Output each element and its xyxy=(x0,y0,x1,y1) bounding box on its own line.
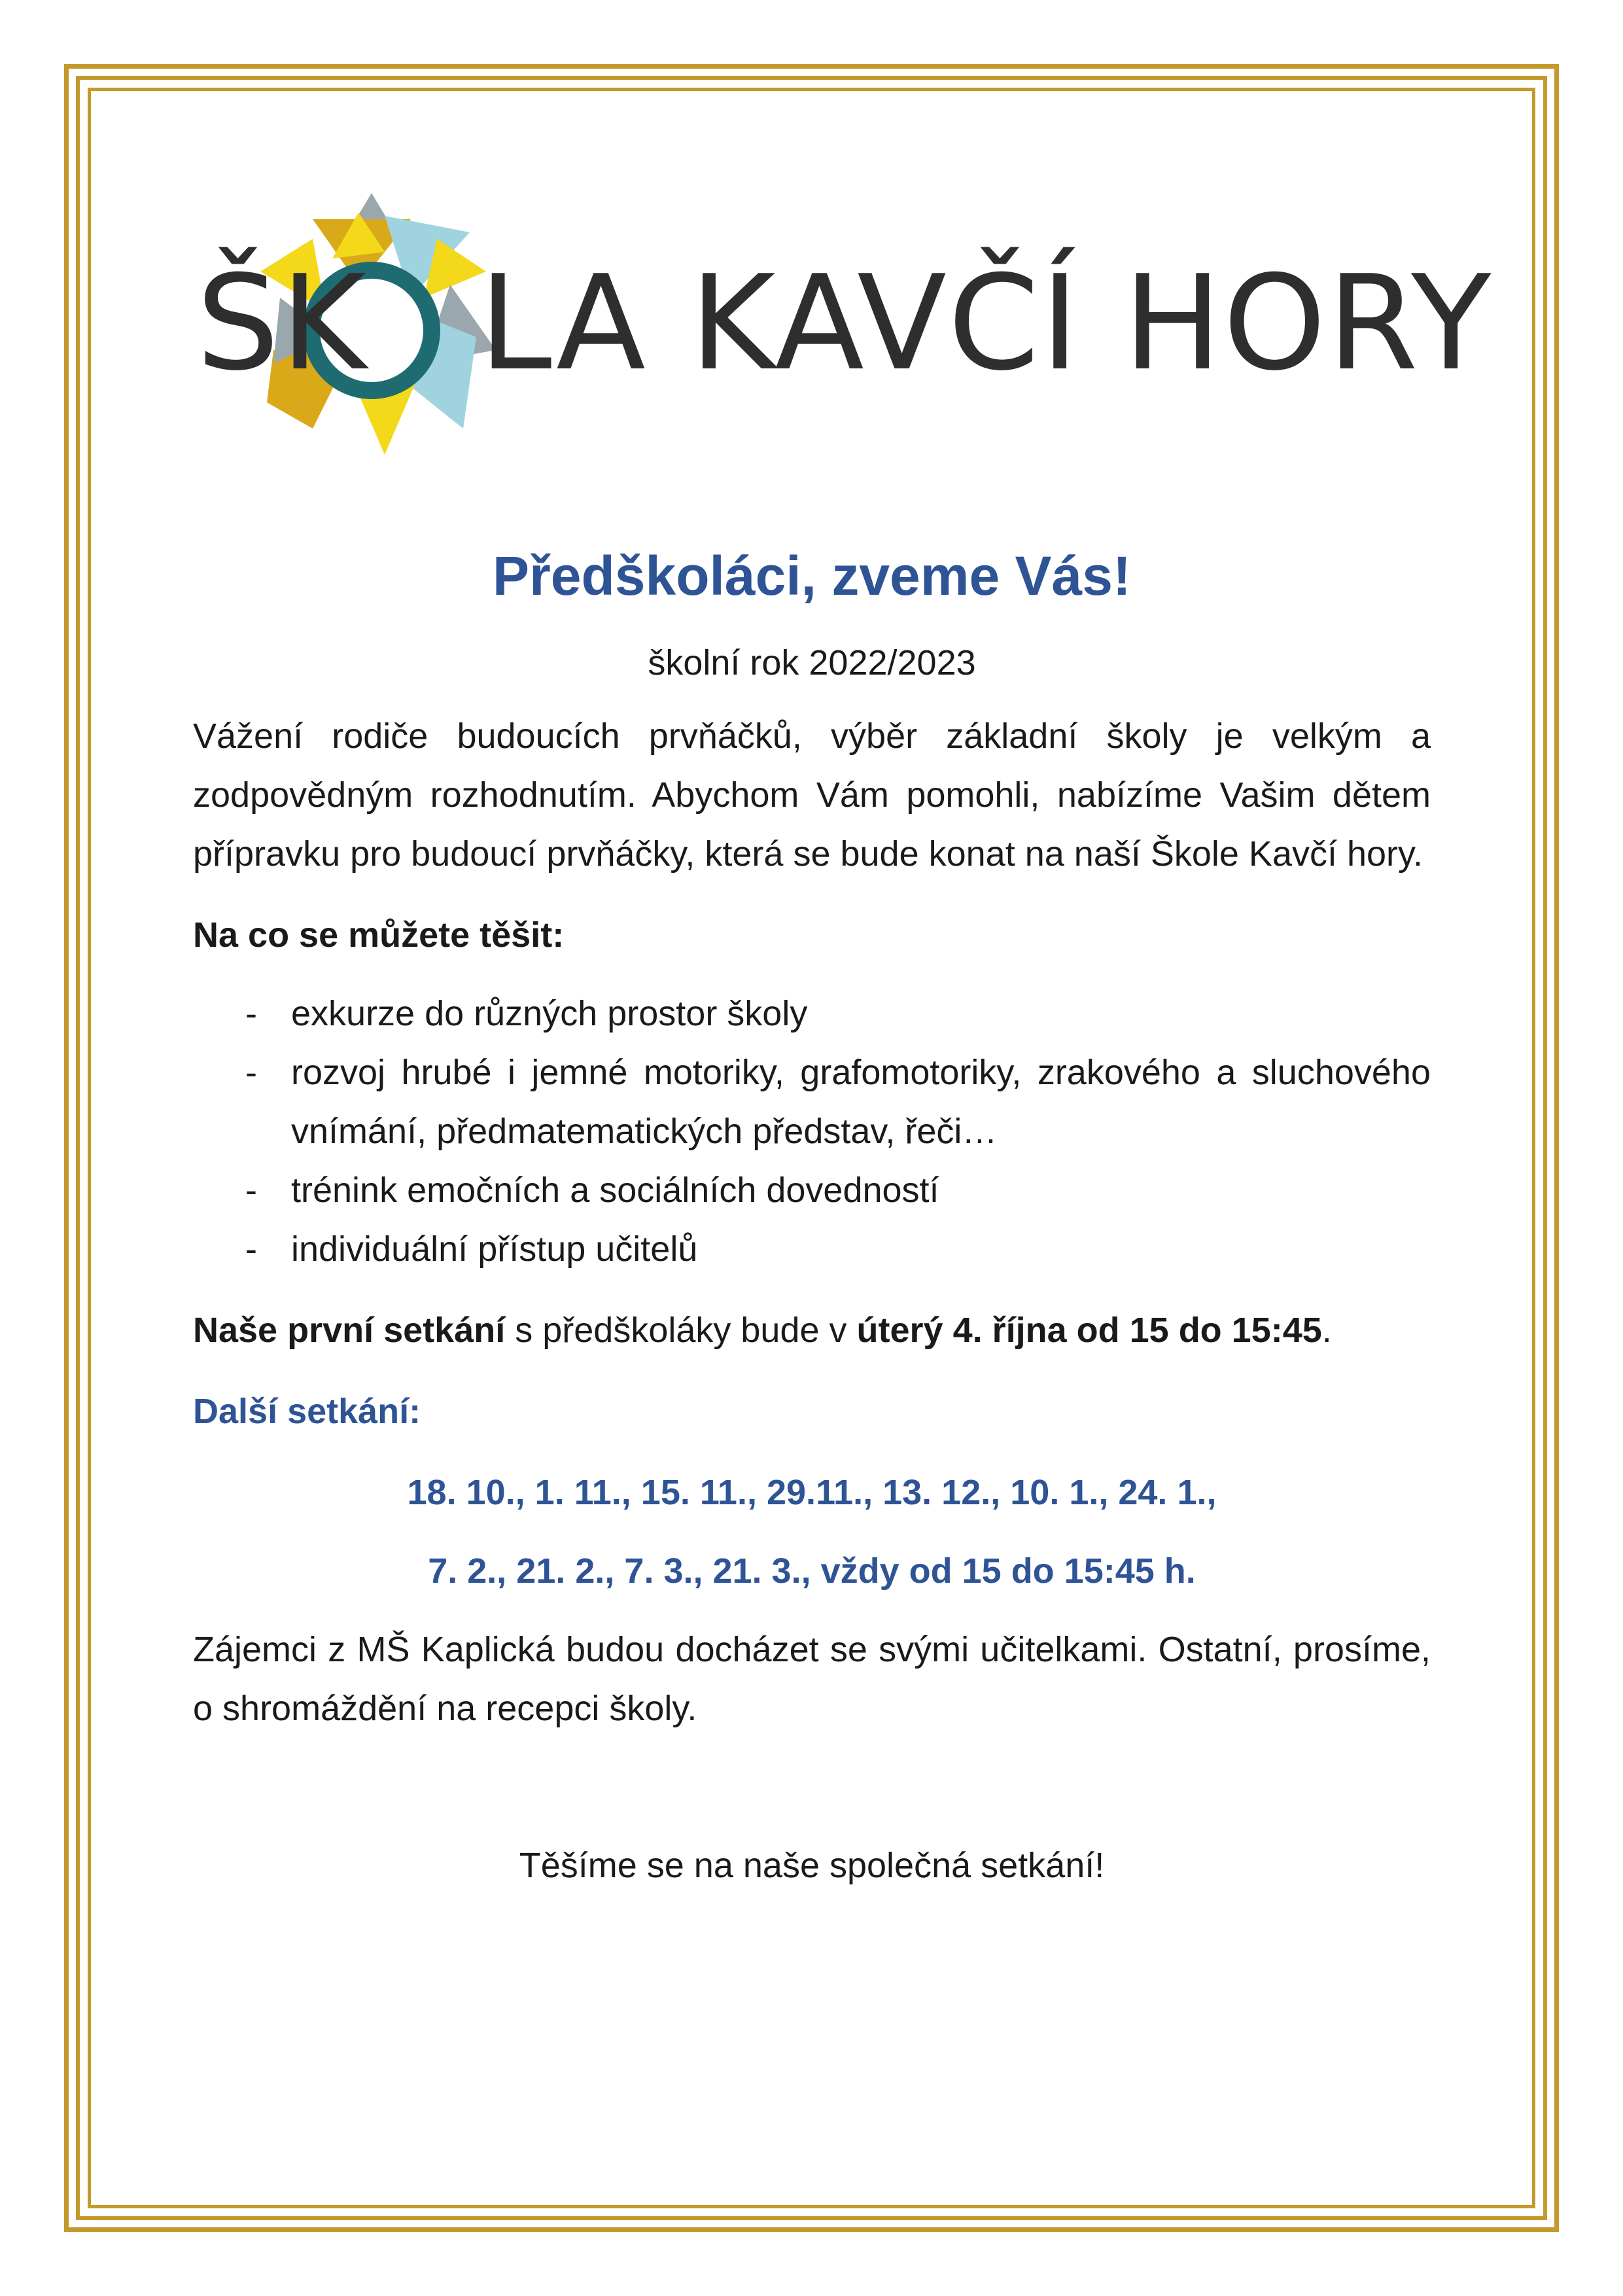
first-meeting-paragraph xyxy=(193,1301,1431,1360)
next-meetings-heading: Další setkání: xyxy=(193,1392,421,1431)
list-item: - rozvoj hrubé i jemné motoriky, grafomotoriky, zrakového a sluchového vnímání, předmatematických představ, řeči… xyxy=(245,1053,1431,1151)
list-item: - trénink emočních a sociálních dovedností xyxy=(245,1171,939,1210)
document-body xyxy=(193,537,1431,1895)
list-item: - individuální přístup učitelů xyxy=(245,1229,698,1269)
intro-paragraph: Vážení rodiče budoucích prvňáčků, výběr základní školy je velkým a zodpovědným rozhodnutím. Abychom Vám pomohli, nabízíme Vašim dětem přípravku pro budoucí prvňáčky, která se bude konat na naší Škole Kavčí hory. xyxy=(193,716,1431,874)
benefits-list xyxy=(193,984,1431,1279)
logo-wordmark xyxy=(196,245,1492,402)
page-title: Předškoláci, zveme Vás! xyxy=(493,545,1131,607)
school-year: školní rok 2022/2023 xyxy=(648,643,976,682)
first-meeting-middle: s předškoláky bude v xyxy=(505,1311,857,1350)
first-meeting-date: úterý 4. října od 15 do 15:45 xyxy=(856,1311,1322,1350)
dates-line-2: 7. 2., 21. 2., 7. 3., 21. 3., vždy od 15 do 15:45 h. xyxy=(428,1551,1196,1591)
logo-text-left: ŠK xyxy=(196,247,368,400)
benefits-heading: Na co se můžete těšit: xyxy=(193,915,565,955)
first-meeting-lead: Naše první setkání xyxy=(193,1311,506,1350)
closing-line: Těšíme se na naše společná setkání! xyxy=(519,1846,1105,1885)
first-meeting-end: . xyxy=(1321,1311,1332,1350)
info-paragraph: Zájemci z MŠ Kaplická budou docházet se svými učitelkami. Ostatní, prosíme, o shromáždění na recepci školy. xyxy=(193,1630,1431,1728)
logo-text-right: LA KAVČÍ HORY xyxy=(479,247,1493,400)
school-logo xyxy=(196,193,1493,455)
dates-line-1: 18. 10., 1. 11., 15. 11., 29.11., 13. 12., 10. 1., 24. 1., xyxy=(407,1473,1217,1512)
list-item: - exkurze do různých prostor školy xyxy=(245,994,808,1033)
